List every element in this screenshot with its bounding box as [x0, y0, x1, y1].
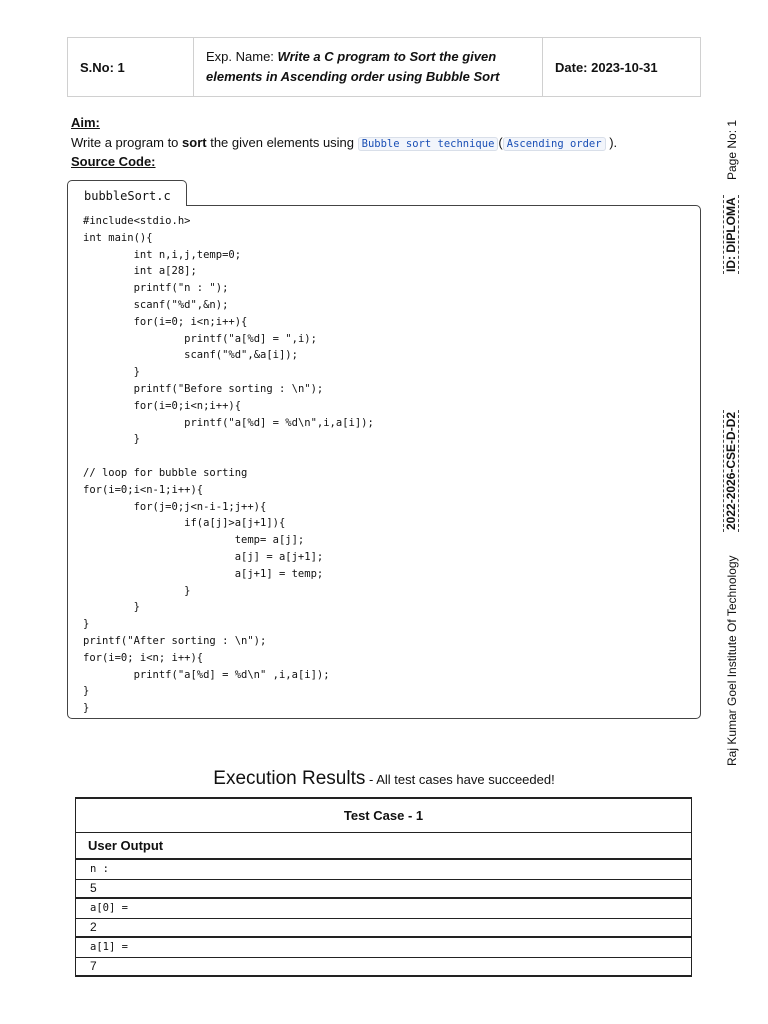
experiment-date: Date: 2023-10-31 [555, 59, 658, 75]
aim-heading: Aim: [71, 115, 100, 130]
experiment-name [194, 38, 543, 96]
output-row: a[1] = [75, 938, 692, 958]
page-number: Page No: 1 [725, 119, 739, 180]
test-case-title: Test Case - 1 [75, 797, 692, 833]
input-row: 5 [75, 880, 692, 900]
experiment-name-label: Exp. Name: [206, 49, 278, 64]
paren-open: ( [498, 135, 503, 150]
input-row: 7 [75, 958, 692, 978]
aim-text-start: Write a program to [71, 135, 183, 150]
student-id: ID: DIPLOMA [724, 197, 738, 272]
bubble-sort-chip: Bubble sort technique [358, 137, 499, 151]
institute-name: Raj Kumar Goel Institute Of Technology [725, 555, 739, 766]
experiment-title: Write a C program to Sort the given elements in Ascending order using Bubble Sort [206, 49, 500, 84]
output-row: n : [75, 860, 692, 880]
batch-code: 2022-2026-CSE-D-D2 [724, 411, 738, 530]
serial-number: S.No: 1 [68, 38, 194, 96]
source-code-heading: Source Code: [71, 154, 156, 169]
source-code: #include<stdio.h> int main(){ int n,i,j,temp=0; int a[28]; printf("n : "); scanf("%d",&n); for(i=0; i<n;i++){ printf("a[%d] = ",i); scanf("%d",&a[i]); } printf("Before sorting : \n"); for(i=0;i<n;i++){ printf("a[%d] = %d\n",i,a[i]); } // loop for bubble sorting for(i=0;i<n-1;i++){ for(j=0;j<n-i-1;j++){ if(a[j]>a[j+1]){ temp= a[j]; a[j] = a[j+1]; a[j+1] = temp; } } } printf("After sorting : \n"); for(i=0; i<n; i++){ printf("a[%d] = %d\n" ,i,a[i]); } } [83, 215, 374, 715]
input-row: 2 [75, 919, 692, 939]
file-tab[interactable]: bubbleSort.c [67, 180, 187, 206]
output-row: a[0] = [75, 899, 692, 919]
execution-results-heading [0, 768, 768, 790]
aim-text-bold: sort [182, 135, 207, 150]
aim-text [71, 135, 617, 150]
execution-results-subtitle: - All test cases have succeeded! [365, 772, 555, 787]
experiment-header [67, 37, 701, 97]
paren-close: ). [609, 135, 618, 150]
aim-text-mid: the given elements using [206, 135, 358, 150]
user-output-label: User Output [75, 833, 692, 860]
results-table [75, 797, 692, 977]
execution-results-title: Execution Results [213, 768, 366, 789]
ascending-order-chip: Ascending order [503, 137, 606, 151]
